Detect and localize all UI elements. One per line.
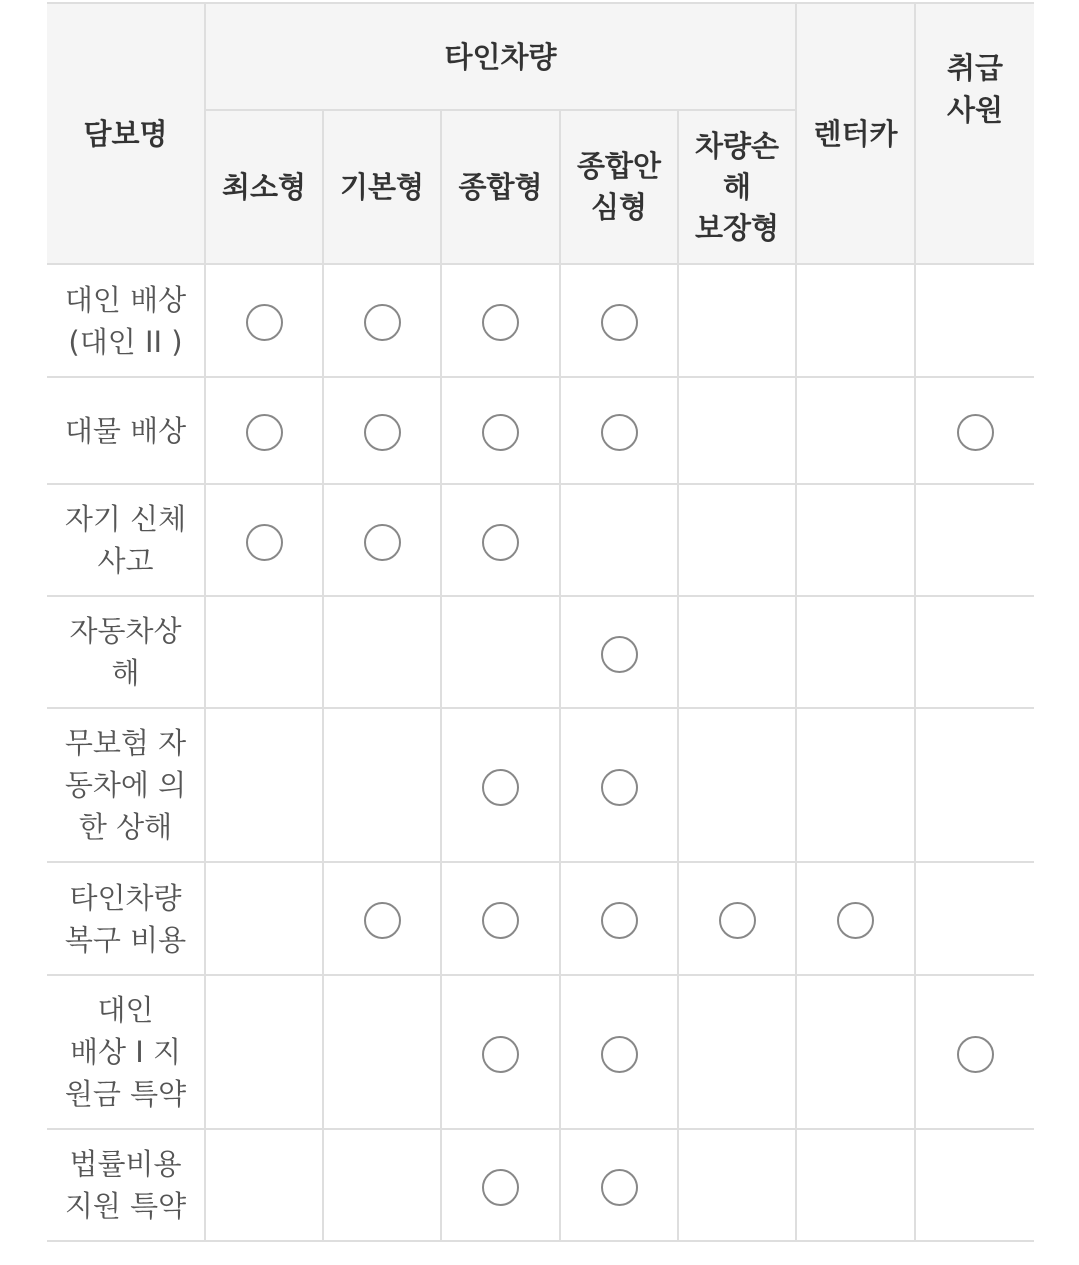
coverage-mark-cell [560, 377, 678, 484]
coverage-mark-cell [323, 1129, 441, 1241]
coverage-mark-cell [205, 862, 323, 975]
coverage-mark-cell [560, 975, 678, 1129]
table-row [47, 975, 1034, 1129]
included-circle-icon [364, 414, 401, 451]
coverage-mark-cell [560, 264, 678, 377]
included-circle-icon [246, 524, 283, 561]
included-circle-icon [719, 902, 756, 939]
table-row [47, 596, 1034, 708]
coverage-name-cell: 자동차상 해 [47, 596, 205, 708]
included-circle-icon [482, 1036, 519, 1073]
coverage-mark-cell [205, 1129, 323, 1241]
coverage-mark-cell [441, 1129, 560, 1241]
coverage-mark-cell [560, 1129, 678, 1241]
table-row [47, 484, 1034, 596]
coverage-mark-cell [796, 596, 915, 708]
included-circle-icon [364, 524, 401, 561]
coverage-mark-cell [323, 708, 441, 862]
included-circle-icon [482, 414, 519, 451]
coverage-mark-cell [915, 264, 1034, 377]
coverage-mark-cell [796, 708, 915, 862]
coverage-mark-cell [678, 862, 796, 975]
coverage-name-cell: 대물 배상 [47, 377, 205, 484]
coverage-mark-cell [441, 377, 560, 484]
included-circle-icon [601, 414, 638, 451]
included-circle-icon [601, 1036, 638, 1073]
coverage-mark-cell [560, 484, 678, 596]
header-plan-2: 종합형 [441, 110, 560, 264]
included-circle-icon [246, 304, 283, 341]
coverage-mark-cell [796, 1129, 915, 1241]
coverage-mark-cell [441, 264, 560, 377]
coverage-mark-cell [441, 484, 560, 596]
header-coverage-name: 담보명 [47, 3, 205, 264]
coverage-mark-cell [323, 377, 441, 484]
coverage-mark-cell [323, 862, 441, 975]
header-plan-0: 최소형 [205, 110, 323, 264]
coverage-mark-cell [441, 708, 560, 862]
coverage-mark-cell [678, 596, 796, 708]
coverage-mark-cell [560, 862, 678, 975]
coverage-mark-cell [915, 377, 1034, 484]
header-plan-3: 종합안 심형 [560, 110, 678, 264]
coverage-mark-cell [915, 1129, 1034, 1241]
included-circle-icon [601, 636, 638, 673]
coverage-mark-cell [678, 484, 796, 596]
coverage-mark-cell [796, 484, 915, 596]
coverage-name-cell: 무보험 자 동차에 의 한 상해 [47, 708, 205, 862]
included-circle-icon [482, 902, 519, 939]
included-circle-icon [957, 414, 994, 451]
table-row [47, 862, 1034, 975]
coverage-mark-cell [678, 708, 796, 862]
table-row [47, 377, 1034, 484]
included-circle-icon [482, 304, 519, 341]
coverage-mark-cell [205, 264, 323, 377]
header-handling-employee: 취급 사원 [915, 3, 1034, 264]
coverage-mark-cell [205, 708, 323, 862]
coverage-mark-cell [205, 484, 323, 596]
coverage-mark-cell [441, 596, 560, 708]
header-other-vehicle: 타인차량 [205, 3, 796, 110]
coverage-mark-cell [678, 264, 796, 377]
coverage-name-cell: 대인 배상 (대인 II ) [47, 264, 205, 377]
table-header [47, 3, 1034, 264]
coverage-mark-cell [205, 596, 323, 708]
table-row [47, 1129, 1034, 1241]
coverage-mark-cell [560, 596, 678, 708]
coverage-name-cell: 대인 배상 Ⅰ 지 원금 특약 [47, 975, 205, 1129]
coverage-table [47, 2, 1034, 1242]
header-plan-1: 기본형 [323, 110, 441, 264]
included-circle-icon [957, 1036, 994, 1073]
coverage-mark-cell [323, 596, 441, 708]
coverage-mark-cell [678, 975, 796, 1129]
coverage-mark-cell [323, 484, 441, 596]
included-circle-icon [601, 1169, 638, 1206]
coverage-mark-cell [205, 377, 323, 484]
coverage-mark-cell [796, 377, 915, 484]
coverage-mark-cell [678, 377, 796, 484]
included-circle-icon [246, 414, 283, 451]
coverage-name-cell: 타인차량 복구 비용 [47, 862, 205, 975]
coverage-mark-cell [323, 264, 441, 377]
included-circle-icon [601, 769, 638, 806]
coverage-mark-cell [796, 264, 915, 377]
coverage-mark-cell [915, 596, 1034, 708]
coverage-name-cell: 법률비용 지원 특약 [47, 1129, 205, 1241]
coverage-name-cell: 자기 신체 사고 [47, 484, 205, 596]
coverage-mark-cell [915, 484, 1034, 596]
header-plan-4: 차량손 해 보장형 [678, 110, 796, 264]
included-circle-icon [482, 769, 519, 806]
coverage-mark-cell [323, 975, 441, 1129]
coverage-mark-cell [915, 862, 1034, 975]
included-circle-icon [364, 304, 401, 341]
coverage-mark-cell [678, 1129, 796, 1241]
table-row [47, 264, 1034, 377]
included-circle-icon [482, 1169, 519, 1206]
included-circle-icon [364, 902, 401, 939]
included-circle-icon [482, 524, 519, 561]
header-rental-car: 렌터카 [796, 3, 915, 264]
included-circle-icon [837, 902, 874, 939]
coverage-mark-cell [915, 708, 1034, 862]
included-circle-icon [601, 902, 638, 939]
coverage-mark-cell [796, 862, 915, 975]
table-row [47, 708, 1034, 862]
coverage-mark-cell [915, 975, 1034, 1129]
coverage-mark-cell [441, 975, 560, 1129]
coverage-mark-cell [796, 975, 915, 1129]
coverage-mark-cell [560, 708, 678, 862]
coverage-mark-cell [441, 862, 560, 975]
included-circle-icon [601, 304, 638, 341]
coverage-mark-cell [205, 975, 323, 1129]
table-body [47, 264, 1034, 1241]
